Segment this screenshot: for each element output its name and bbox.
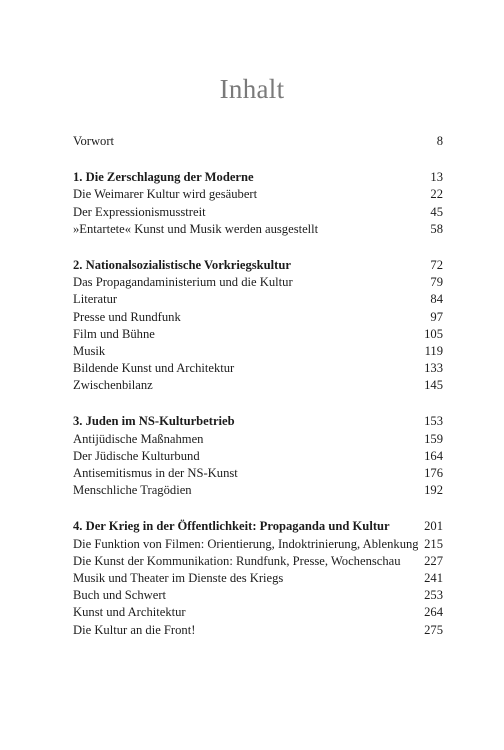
toc-entry bbox=[73, 604, 443, 621]
toc-entry-page: 8 bbox=[436, 134, 443, 148]
toc-chapter-4 bbox=[73, 518, 443, 638]
toc-entry-label: Buch und Schwert bbox=[73, 588, 167, 603]
toc-chapter-2 bbox=[73, 257, 443, 395]
toc-entry-page: 164 bbox=[424, 448, 443, 463]
toc-chapter-title: 3. Juden im NS-Kulturbetrieb bbox=[73, 414, 235, 429]
toc-entry-label: Bildende Kunst und Architektur bbox=[73, 361, 235, 376]
toc-entry-page: 58 bbox=[430, 221, 443, 236]
toc-entry-label: Der Expressionismusstreit bbox=[73, 204, 206, 219]
toc-entry-label: Die Kunst der Kommunikation: Rundfunk, Presse, Wochenschau bbox=[73, 553, 401, 568]
toc-chapter-heading bbox=[73, 169, 443, 186]
page-title: Inhalt bbox=[219, 74, 285, 104]
toc-entry bbox=[73, 465, 443, 482]
toc-entry-label: Die Weimarer Kultur wird gesäubert bbox=[73, 187, 258, 202]
toc-entry-page: 241 bbox=[424, 570, 443, 585]
toc-entry bbox=[73, 587, 443, 604]
toc-chapter-heading bbox=[73, 413, 443, 430]
toc-entry-page: 264 bbox=[424, 605, 443, 620]
toc-entry-page: 45 bbox=[430, 204, 443, 219]
toc-entry bbox=[73, 360, 443, 377]
toc-entry-label: Das Propagandaministerium und die Kultur bbox=[73, 275, 293, 290]
toc-entry-label: Musik bbox=[73, 343, 106, 358]
toc-entry-label: Film und Bühne bbox=[73, 326, 155, 341]
toc-entry-page: 79 bbox=[430, 275, 443, 290]
toc-entry-page: 253 bbox=[424, 588, 443, 603]
toc-entry-page: 119 bbox=[424, 343, 443, 358]
toc-entry-label: Die Funktion von Filmen: Orientierung, Indoktrinierung, Ablenkung bbox=[73, 536, 419, 551]
toc-chapter-title: 4. Der Krieg in der Öffentlichkeit: Propaganda und Kultur bbox=[73, 519, 390, 534]
toc-entry bbox=[73, 622, 443, 639]
toc-entry bbox=[73, 570, 443, 587]
toc-entry-label: Vorwort bbox=[73, 134, 115, 148]
toc-entry bbox=[73, 204, 443, 221]
toc-entry-page: 159 bbox=[424, 431, 443, 446]
toc-entry-preface bbox=[73, 133, 443, 150]
toc-entry-label: Antisemitismus in der NS-Kunst bbox=[73, 466, 238, 480]
toc-entry bbox=[73, 221, 443, 238]
toc-entry-page: 145 bbox=[424, 378, 443, 393]
toc-chapter-3 bbox=[73, 413, 443, 499]
toc-entry-label: Die Kultur an die Front! bbox=[73, 622, 196, 637]
toc-entry-page: 84 bbox=[430, 292, 443, 307]
toc-entry bbox=[73, 274, 443, 291]
table-of-contents bbox=[73, 133, 443, 639]
toc-entry-label: Zwischenbilanz bbox=[73, 378, 153, 393]
toc-entry-page: 22 bbox=[430, 187, 443, 202]
toc-chapter-page: 201 bbox=[424, 519, 443, 534]
toc-entry-label: Musik und Theater im Dienste des Kriegs bbox=[73, 570, 284, 585]
toc-entry bbox=[73, 343, 443, 360]
toc-entry-page: 275 bbox=[424, 622, 443, 637]
toc-entry bbox=[73, 377, 443, 394]
toc-entry-page: 215 bbox=[424, 536, 443, 551]
toc-entry bbox=[73, 482, 443, 499]
toc-entry-label: Presse und Rundfunk bbox=[73, 309, 181, 324]
toc-chapter-title: 2. Nationalsozialistische Vorkriegskultur bbox=[73, 257, 291, 272]
toc-entry bbox=[73, 326, 443, 343]
toc-entry bbox=[73, 536, 443, 553]
toc-chapter-page: 153 bbox=[424, 414, 443, 429]
toc-entry bbox=[73, 186, 443, 203]
toc-entry-page: 192 bbox=[424, 483, 443, 498]
toc-chapter-page: 72 bbox=[430, 257, 443, 272]
toc-entry bbox=[73, 291, 443, 308]
toc-entry-page: 105 bbox=[424, 326, 443, 341]
toc-chapter-page: 13 bbox=[430, 170, 443, 185]
toc-entry-label: Kunst und Architektur bbox=[73, 605, 186, 620]
toc-entry bbox=[73, 309, 443, 326]
toc-chapter-heading bbox=[73, 257, 443, 274]
toc-entry bbox=[73, 448, 443, 465]
toc-entry-label: Literatur bbox=[73, 292, 118, 307]
toc-entry-page: 176 bbox=[424, 466, 443, 480]
toc-entry-label: Der Jüdische Kulturbund bbox=[73, 448, 200, 463]
toc-entry-page: 133 bbox=[424, 361, 443, 376]
toc-entry-label: Menschliche Tragödien bbox=[73, 483, 192, 498]
toc-entry-page: 227 bbox=[424, 553, 443, 568]
toc-entry bbox=[73, 431, 443, 448]
toc-entry-page: 97 bbox=[430, 309, 443, 324]
toc-chapter-title: 1. Die Zerschlagung der Moderne bbox=[73, 170, 254, 185]
toc-chapter-1 bbox=[73, 169, 443, 238]
toc-chapter-heading bbox=[73, 518, 443, 535]
toc-entry-label: »Entartete« Kunst und Musik werden ausgestellt bbox=[73, 221, 319, 236]
toc-entry-label: Antijüdische Maßnahmen bbox=[73, 431, 204, 446]
toc-entry bbox=[73, 553, 443, 570]
